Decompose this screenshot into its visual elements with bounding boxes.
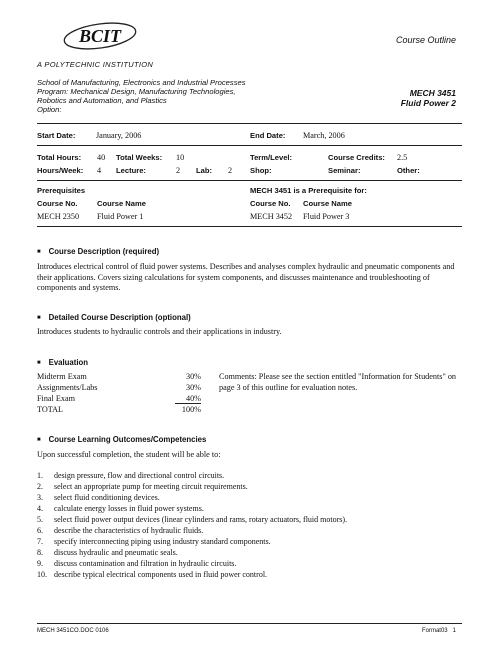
eval-row: Midterm Exam 30% (37, 372, 201, 381)
prereq-heading: Prerequisites (37, 186, 86, 195)
lab-label: Lab: (196, 166, 213, 175)
list-item: 6. describe the characteristics of hydraulic fluids. (37, 526, 204, 535)
list-item: 10. describe typical electrical components used in fluid power control. (37, 570, 268, 579)
list-item: 4. calculate energy losses in fluid power systems. (37, 504, 204, 513)
doc-type: Course Outline (395, 35, 456, 45)
divider (37, 145, 462, 146)
prereq-course-no: MECH 2350 (37, 212, 80, 221)
total-weeks-value: 10 (176, 153, 185, 162)
divider (37, 123, 462, 124)
divider (37, 226, 462, 227)
list-item: 8. discuss hydraulic and pneumatic seals. (37, 548, 178, 557)
seminar-label: Seminar: (328, 166, 361, 175)
list-item: 9. discuss contamination and filtration in hydraulic circuits. (37, 559, 237, 568)
list-item: 5. select fluid power output devices (linear cylinders and rams, rotary actuators, fluid motors). (37, 515, 348, 524)
school-name: School of Manufacturing, Electronics and Industrial Processes (37, 78, 246, 87)
postreq-course-name: Fluid Power 3 (303, 212, 350, 221)
hours-week-value: 4 (97, 166, 102, 175)
total-hours-value: 40 (97, 153, 106, 162)
bcit-logo (60, 20, 140, 52)
shop-label: Shop: (250, 166, 272, 175)
lecture-value: 2 (176, 166, 181, 175)
course-name: Fluid Power 2 (400, 98, 456, 108)
footer-page-info: Format03 1 (421, 628, 456, 634)
footer-filename: MECH 3451CO.DOC 0106 (37, 628, 109, 634)
footer-divider (37, 623, 462, 624)
logo-text: BCIT (78, 26, 122, 46)
course-number: MECH 3451 (409, 88, 456, 98)
course-no-header: Course No. (250, 199, 291, 208)
outcomes-intro: Upon successful completion, the student will be able to: (37, 450, 221, 459)
total-weeks-label: Total Weeks: (116, 153, 163, 162)
start-date-label: Start Date: (37, 131, 76, 140)
bullet-icon: ■ (37, 360, 41, 366)
bullet-icon: ■ (37, 249, 41, 255)
hours-week-label: Hours/Week: (37, 166, 84, 175)
list-item: 2. select an appropriate pump for meeting circuit requirements. (37, 482, 248, 491)
description-heading: ■ Course Description (required) (37, 247, 160, 256)
total-hours-label: Total Hours: (37, 153, 82, 162)
course-no-header: Course No. (37, 199, 78, 208)
list-item: 7. specify interconnecting piping using industry standard components. (37, 537, 271, 546)
lab-value: 2 (228, 166, 233, 175)
eval-row-total: TOTAL 100% (37, 405, 201, 414)
prereq-course-name: Fluid Power 1 (97, 212, 144, 221)
detailed-text: Introduces students to hydraulic controls and their applications in industry. (37, 327, 282, 336)
bullet-icon: ■ (37, 315, 41, 321)
divider (37, 180, 462, 181)
end-date-value: March, 2006 (303, 131, 345, 140)
eval-row: Final Exam 40% (37, 394, 201, 403)
bullet-icon: ■ (37, 437, 41, 443)
course-name-header: Course Name (303, 199, 352, 208)
end-date-label: End Date: (250, 131, 286, 140)
course-name-header: Course Name (97, 199, 146, 208)
other-label: Other: (397, 166, 420, 175)
detailed-heading: ■ Detailed Course Description (optional) (37, 313, 191, 322)
description-text: Introduces electrical control of fluid power systems. Describes and analyses complex hydraulic and pneumatic components and their applications. Covers sizing calculations for system components, and discusses maintenance and troubleshooting of components and systems. (37, 262, 455, 293)
option-line: Option: (37, 105, 62, 114)
list-item: 3. select fluid conditioning devices. (37, 493, 160, 502)
outcomes-heading: ■ Course Learning Outcomes/Competencies (37, 435, 207, 444)
lecture-label: Lecture: (116, 166, 146, 175)
eval-row: Assignments/Labs 30% (37, 383, 201, 392)
start-date-value: January, 2006 (96, 131, 142, 140)
postreq-course-no: MECH 3452 (250, 212, 293, 221)
list-item: 1. design pressure, flow and directional control circuits. (37, 471, 225, 480)
course-code-block (401, 88, 456, 108)
credits-label: Course Credits: (328, 153, 385, 162)
program-line: Program: Mechanical Design, Manufacturing Technologies, (37, 87, 236, 96)
evaluation-heading: ■ Evaluation (37, 358, 89, 367)
school-block (37, 78, 246, 114)
program-line-2: Robotics and Automation, and Plastics (37, 96, 167, 105)
tagline: A POLYTECHNIC INSTITUTION (37, 60, 154, 69)
prereq-for-heading: MECH 3451 is a Prerequisite for: (250, 186, 367, 195)
evaluation-comments: Comments: Please see the section entitled "Information for Students" on page 3 of this outline for evaluation notes. (219, 372, 457, 392)
term-label: Term/Level: (250, 153, 293, 162)
credits-value: 2.5 (397, 153, 408, 162)
